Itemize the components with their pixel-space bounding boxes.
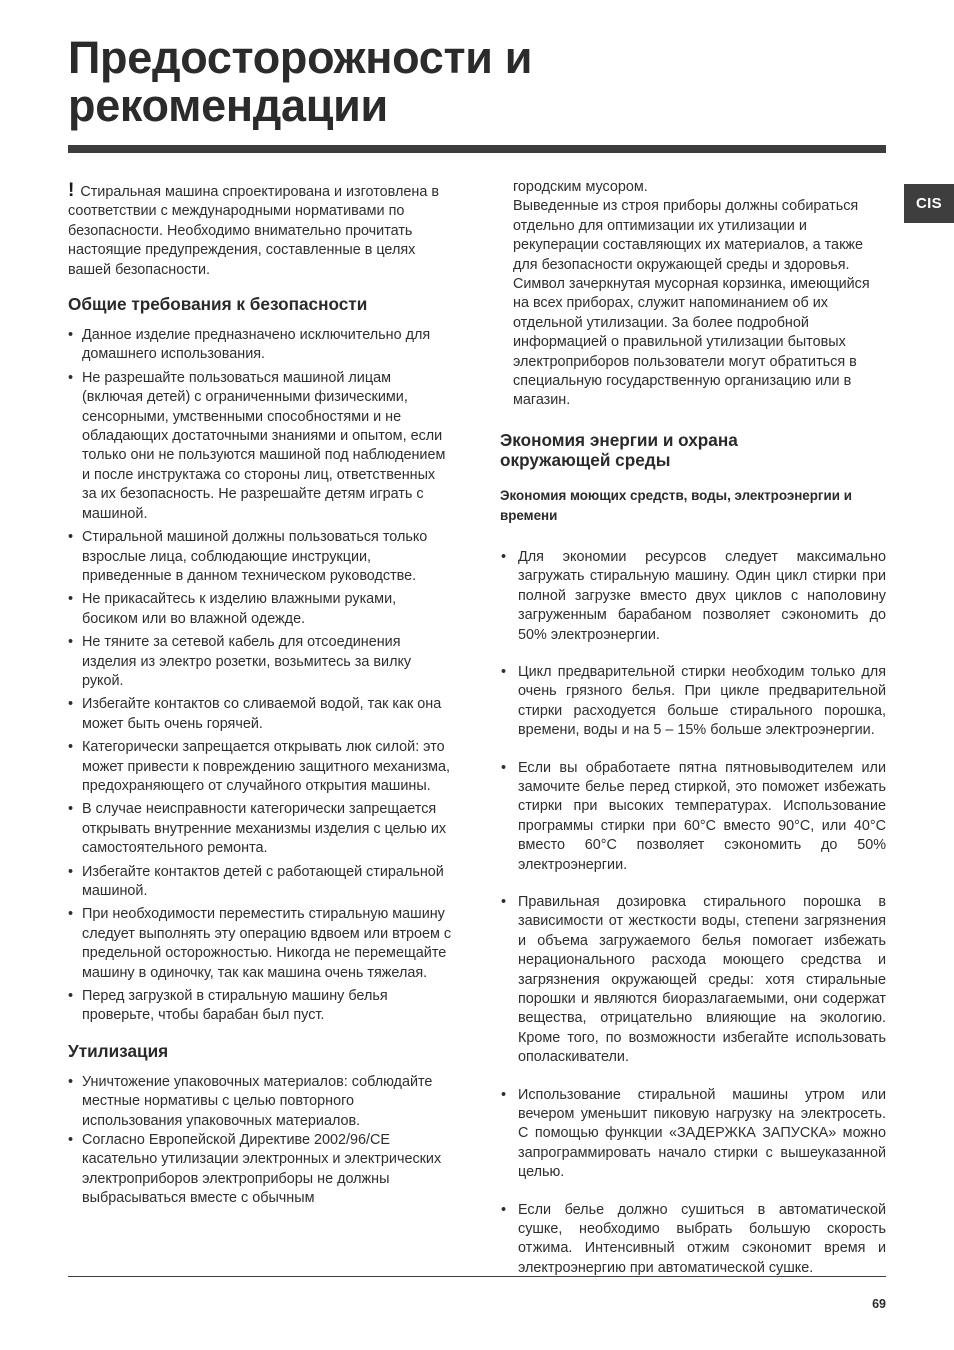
list-item: • Цикл предварительной стирки необходим только для очень грязного белья. При цикле предварительной стирки расходуется больше стирального порошка, времени, воды и на 5 – 15% больше электроэнергии. bbox=[500, 663, 886, 741]
list-item: • Не тяните за сетевой кабель для отсоединения изделия из электро розетки, возьмитесь за вилку рукой. bbox=[68, 633, 453, 691]
list-item: • Согласно Европейской Директиве 2002/96/CE касательно утилизации электронных и электрических электроприборов электроприборы не должны выбрасываться вместе с обычным bbox=[68, 1131, 453, 1209]
page-title-line-1: Предосторожности и bbox=[68, 32, 533, 83]
energy-heading-line-1: Экономия энергии и охрана bbox=[500, 429, 738, 450]
safety-list bbox=[68, 326, 453, 1026]
list-item: • Для экономии ресурсов следует максимально загружать стиральную машину. Один цикл стирки при полной загрузке вместо двух циклов с наполовину загруженным барабаном позволяет сэкономить до 50% электроэнергии. bbox=[500, 548, 886, 645]
list-item: • Данное изделие предназначено исключительно для домашнего использования. bbox=[68, 326, 453, 365]
list-item: • Не разрешайте пользоваться машиной лицам (включая детей) с ограниченными физическими, сенсорными, умственными способностями и не обладающих достаточными знаниями и опытом, если только они не пользуются машиной под наблюдением и после инструктажа со стороны лиц, ответственных за их безопасность. Не разрешайте детям играть с машиной. bbox=[68, 369, 453, 524]
list-item: • Избегайте контактов детей с работающей стиральной машиной. bbox=[68, 863, 453, 902]
right-column bbox=[500, 181, 886, 1296]
list-item: • Использование стиральной машины утром или вечером уменьшит пиковую нагрузку на электросеть. С помощью функции «ЗАДЕРЖКА ЗАПУСКА» можно запрограммировать начало стирки с вышеуказанной целью. bbox=[500, 1086, 886, 1183]
list-item: • Стиральной машиной должны пользоваться только взрослые лица, соблюдающие инструкции, приведенные в данном техническом руководстве. bbox=[68, 528, 453, 586]
energy-heading bbox=[500, 430, 886, 470]
list-item: • Уничтожение упаковочных материалов: соблюдайте местные нормативы с целью повторного использования упаковочных материалов. bbox=[68, 1073, 453, 1131]
energy-heading-line-2: окружающей среды bbox=[500, 449, 671, 470]
warning-mark-icon: ! bbox=[68, 180, 75, 201]
list-item: • Если вы обработаете пятна пятновыводителем или замочите белье перед стиркой, это поможет избежать стирки при высоких температурах. Использование программы стирки при 60°C вместо 90°C, или 40°C вместо 60°C позволяет сэкономить до 50% электроэнергии. bbox=[500, 759, 886, 875]
list-item: • Если белье должно сушиться в автоматической сушке, необходимо выбрать большую скорость отжима. Интенсивный отжим сэкономит время и электроэнергию при автоматической сушке. bbox=[500, 1201, 886, 1279]
intro-paragraph bbox=[68, 181, 453, 280]
page-number: 69 bbox=[872, 1297, 886, 1311]
title-divider bbox=[68, 145, 886, 153]
list-item: • В случае неисправности категорически запрещается открывать внутренние механизмы изделия с целью их самостоятельного ремонта. bbox=[68, 800, 453, 858]
page-title-line-2: рекомендации bbox=[68, 80, 388, 131]
disposal-list bbox=[68, 1073, 453, 1209]
list-item: • Избегайте контактов со сливаемой водой, так как она может быть очень горячей. bbox=[68, 695, 453, 734]
left-column bbox=[68, 181, 453, 1209]
list-item: • Категорически запрещается открывать люк силой: это может привести к повреждению защитного механизма, предохраняющего от случайного открытия машины. bbox=[68, 738, 453, 796]
list-item: • Правильная дозировка стирального порошка в зависимости от жесткости воды, степени загрязнения и объема загружаемого белья помогает избежать нерационального расхода моющего средства и загрязнения окружающей среды: хотя стиральные порошки и являются биоразлагаемыми, они содержат вещества, отрицательно влияющие на экологию. Кроме того, по возможности избегайте использовать ополаскиватели. bbox=[500, 893, 886, 1068]
page-title bbox=[68, 34, 868, 130]
list-item: • Перед загрузкой в стиральную машину белья проверьте, чтобы барабан был пуст. bbox=[68, 987, 453, 1026]
list-item: • При необходимости переместить стиральную машину следует выполнять эту операцию вдвоем или втроем с предельной осторожностью. Никогда не перемещайте машину в одиночку, так как машина очень тяжелая. bbox=[68, 905, 453, 983]
energy-list bbox=[500, 548, 886, 1278]
intro-text: Стиральная машина спроектирована и изготовлена в соответствии с международными нормативами по безопасности. Необходимо внимательно прочитать настоящие предупреждения, составленные в целях вашей безопасности. bbox=[68, 184, 439, 278]
safety-heading: Общие требования к безопасности bbox=[68, 294, 368, 315]
language-region-tab: CIS bbox=[904, 184, 954, 223]
disposal-continuation: городским мусором. Выведенные из строя приборы должны собираться отдельно для оптимизации их утилизации и рекуперации составляющих их материалов, а также для безопасности окружающей среды и здоровья. Символ зачеркнутая мусорная корзинка, имеющийся на всех приборах, служит напоминанием об их отдельной утилизации. За более подробной информацией о правильной утилизации бытовых электроприборов пользователи могут обратиться в специальную государственную организацию или в магазин. bbox=[513, 179, 870, 409]
footer-divider bbox=[68, 1276, 886, 1277]
disposal-heading: Утилизация bbox=[68, 1040, 169, 1061]
list-item: • Не прикасайтесь к изделию влажными руками, босиком или во влажной одежде. bbox=[68, 590, 453, 629]
energy-subheading: Экономия моющих средств, воды, электроэнергии и времени bbox=[500, 487, 852, 523]
